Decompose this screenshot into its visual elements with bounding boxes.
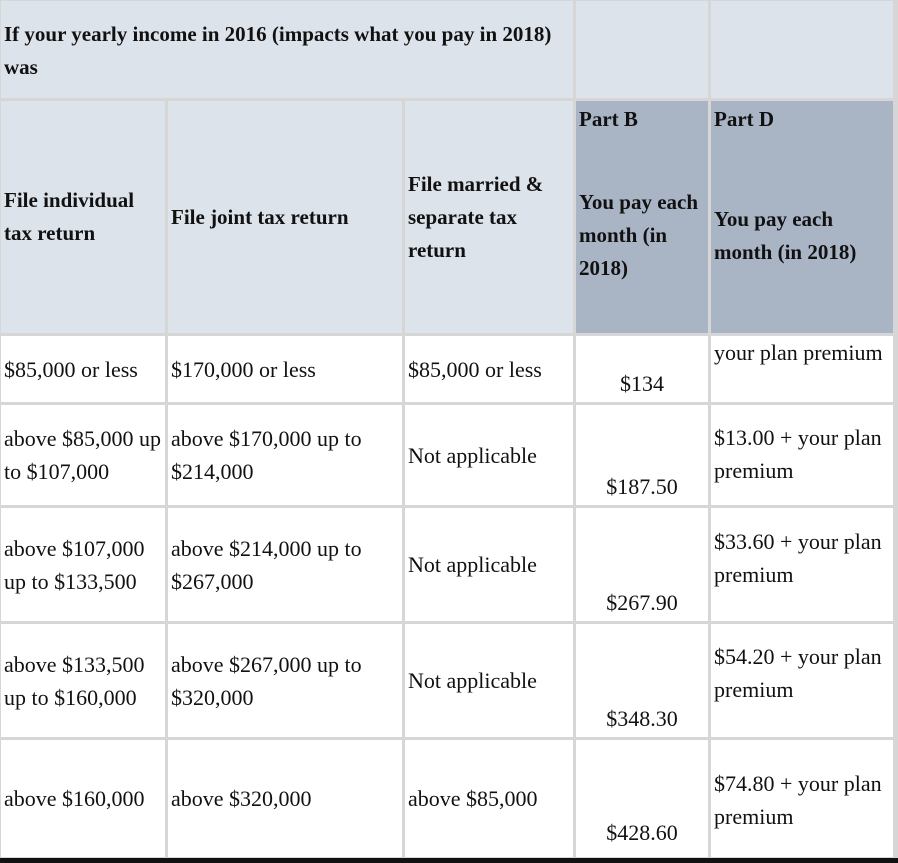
cell-individual: above $85,000 up to $107,000 bbox=[1, 405, 165, 505]
table-row bbox=[1, 624, 893, 737]
empty-header-cell bbox=[576, 1, 708, 98]
cell-individual: above $133,500 up to $160,000 bbox=[1, 624, 165, 737]
part-d-label: Part D bbox=[714, 107, 775, 131]
cell-individual: above $107,000 up to $133,500 bbox=[1, 508, 165, 621]
header-married-separate: File married & separate tax return bbox=[405, 101, 573, 333]
column-header-row bbox=[1, 101, 893, 333]
cell-joint: above $170,000 up to $214,000 bbox=[168, 405, 402, 505]
cell-married-separate: Not applicable bbox=[405, 508, 573, 621]
cell-joint: above $320,000 bbox=[168, 740, 402, 857]
title-row bbox=[1, 1, 893, 98]
part-d-subtitle: You pay each month (in 2018) bbox=[714, 207, 857, 264]
cell-married-separate: Not applicable bbox=[405, 405, 573, 505]
table-row bbox=[1, 508, 893, 621]
cell-part-b: $134 bbox=[576, 336, 708, 402]
cell-joint: above $267,000 up to $320,000 bbox=[168, 624, 402, 737]
cell-part-b: $428.60 bbox=[576, 740, 708, 857]
header-joint: File joint tax return bbox=[168, 101, 402, 333]
cell-individual: above $160,000 bbox=[1, 740, 165, 857]
cell-joint: $170,000 or less bbox=[168, 336, 402, 402]
cell-part-d: $33.60 + your plan premium bbox=[711, 508, 893, 621]
part-b-subtitle: You pay each month (in 2018) bbox=[579, 190, 699, 280]
cell-part-d: $13.00 + your plan premium bbox=[711, 405, 893, 505]
header-individual: File individual tax return bbox=[1, 101, 165, 333]
header-part-d bbox=[711, 101, 893, 333]
cell-joint: above $214,000 up to $267,000 bbox=[168, 508, 402, 621]
cell-married-separate: Not applicable bbox=[405, 624, 573, 737]
cell-part-d: $74.80 + your plan premium bbox=[711, 740, 893, 857]
cell-part-d: your plan premium bbox=[711, 336, 893, 402]
cell-married-separate: above $85,000 bbox=[405, 740, 573, 857]
cell-part-b: $187.50 bbox=[576, 405, 708, 505]
part-b-label: Part B bbox=[579, 107, 638, 131]
cell-part-b: $267.90 bbox=[576, 508, 708, 621]
header-part-b bbox=[576, 101, 708, 333]
empty-header-cell bbox=[711, 1, 893, 98]
cell-married-separate: $85,000 or less bbox=[405, 336, 573, 402]
table-row bbox=[1, 740, 893, 857]
table-row bbox=[1, 336, 893, 402]
table-row bbox=[1, 405, 893, 505]
cell-part-d: $54.20 + your plan premium bbox=[711, 624, 893, 737]
table-title: If your yearly income in 2016 (impacts what you pay in 2018) was bbox=[1, 1, 573, 98]
cell-part-b: $348.30 bbox=[576, 624, 708, 737]
bottom-border bbox=[0, 858, 898, 863]
cell-individual: $85,000 or less bbox=[1, 336, 165, 402]
